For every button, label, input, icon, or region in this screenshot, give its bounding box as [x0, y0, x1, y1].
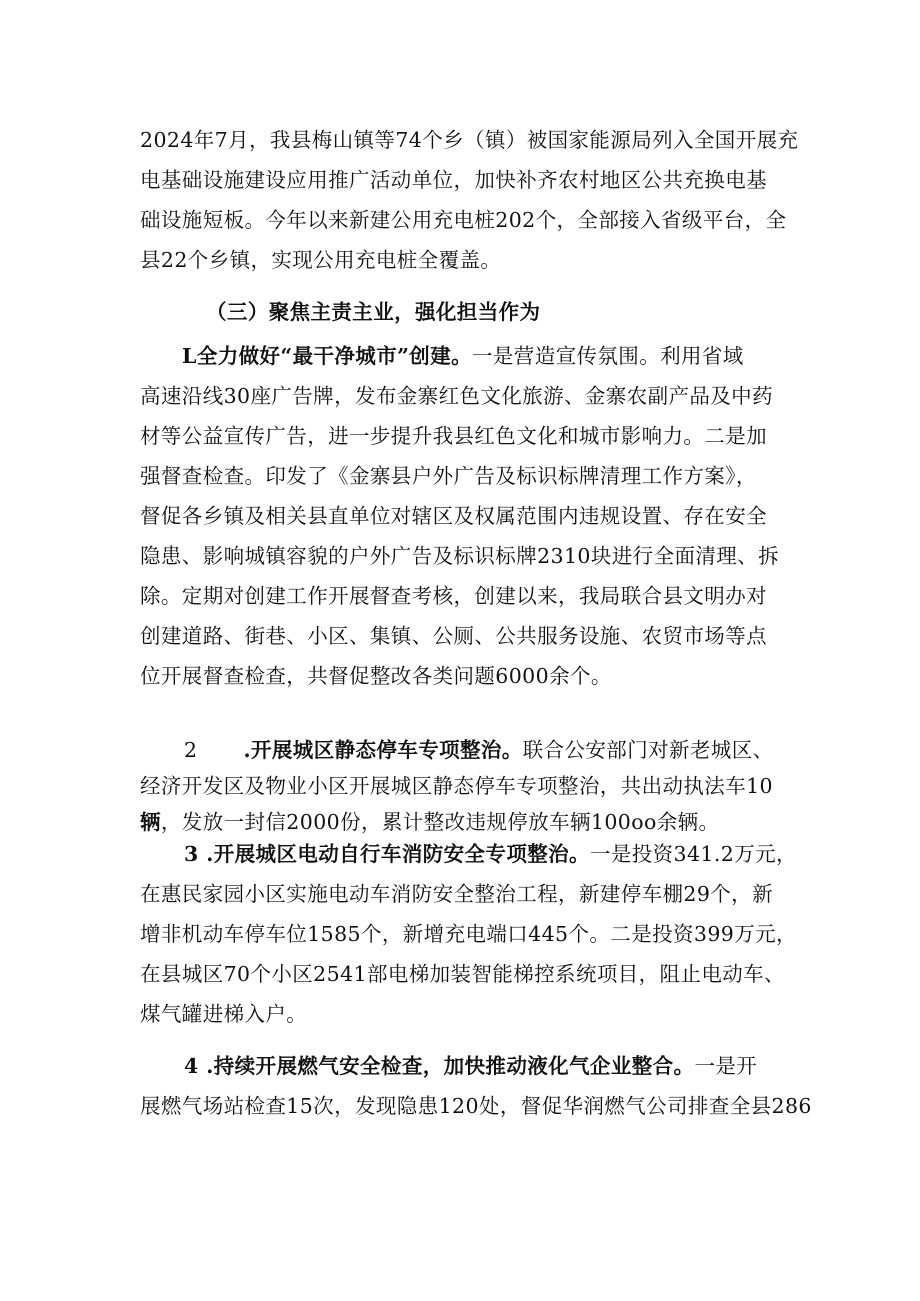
item-title: .开展城区静态停车专项整治。: [243, 738, 523, 762]
text-line: 位开展督查检查，共督促整改各类问题6000余个。: [140, 664, 612, 688]
text-line: 除。定期对创建工作开展督查考核，创建以来，我局联合县文明办对: [140, 584, 767, 608]
item-text: 一是开: [694, 1054, 758, 1078]
text-line: [140, 1046, 790, 1086]
paragraph-ebike-fire-safety: [140, 834, 797, 1034]
text-line: 隐患、影响城镇容貌的户外广告及标识标牌2310块进行全面清理、拆: [140, 544, 779, 568]
item-number: 2: [184, 738, 198, 762]
text-line: [140, 834, 797, 874]
text-line: 电基础设施建设应用推广活动单位，加快补齐农村地区公共充换电基: [140, 168, 767, 192]
item-title: 4 .持续开展燃气安全检查，加快推动液化气企业整合。: [184, 1054, 695, 1078]
paragraph-static-parking: [140, 732, 790, 840]
item-text: 联合公安部门对新老城区、: [522, 738, 774, 762]
section-heading: （三）聚焦主责主业，强化担当作为: [206, 300, 541, 324]
text-line: 经济开发区及物业小区开展城区静态停车专项整治，共出动执法车10: [140, 774, 773, 798]
text-line: 煤气罐进梯入户。: [140, 1002, 308, 1026]
text-line: 础设施短板。今年以来新建公用充电桩202个，全部接入省级平台，全: [140, 208, 787, 232]
text-line: [140, 732, 790, 768]
item-title: L全力做好“最干净城市”创建。: [182, 344, 472, 368]
text-line: 材等公益宣传广告，进一步提升我县红色文化和城市影响力。二是加: [140, 424, 767, 448]
text-line: 增非机动车停车位1585个，新增充电端口445个。二是投资399万元，: [140, 922, 797, 946]
paragraph-charging-infrastructure: [140, 120, 799, 280]
text-bold: 辆: [140, 810, 161, 834]
text-line: 创建道路、街巷、小区、集镇、公厕、公共服务设施、农贸市场等点: [140, 624, 767, 648]
text-line: 督促各乡镇及相关县直单位对辖区及权属范围内违规设置、存在安全: [140, 504, 767, 528]
text-line: 展燃气场站检查15次，发现隐患120处，督促华润燃气公司排查全县286: [140, 1094, 812, 1118]
item-text: 一是营造宣传氛围。利用省域: [472, 344, 744, 368]
paragraph-cleanest-city: [140, 336, 790, 696]
text-line: 高速沿线30座广告牌，发布金寨红色文化旅游、金寨农副产品及中药: [140, 384, 773, 408]
text-line: 强督查检查。印发了《金寨县户外广告及标识标牌清理工作方案》，: [140, 464, 757, 488]
text-line: [140, 336, 790, 376]
item-text: ，发放一封信2000份，累计整改违规停放车辆100oo余辆。: [160, 810, 720, 834]
text-line: 在县城区70个小区2541部电梯加装智能梯控系统项目，阻止电动车、: [140, 962, 785, 986]
text-line: 县22个乡镇，实现公用充电桩全覆盖。: [140, 248, 502, 272]
text-line: 在惠民家园小区实施电动车消防安全整治工程，新建停车棚29个，新: [140, 882, 773, 906]
text-line: 2024年7月，我县梅山镇等74个乡（镇）被国家能源局列入全国开展充: [140, 128, 799, 152]
paragraph-gas-safety: [140, 1046, 812, 1126]
item-title: 3 .开展城区电动自行车消防安全专项整治。: [184, 842, 590, 866]
item-text: 一是投资341.2万元，: [589, 842, 797, 866]
